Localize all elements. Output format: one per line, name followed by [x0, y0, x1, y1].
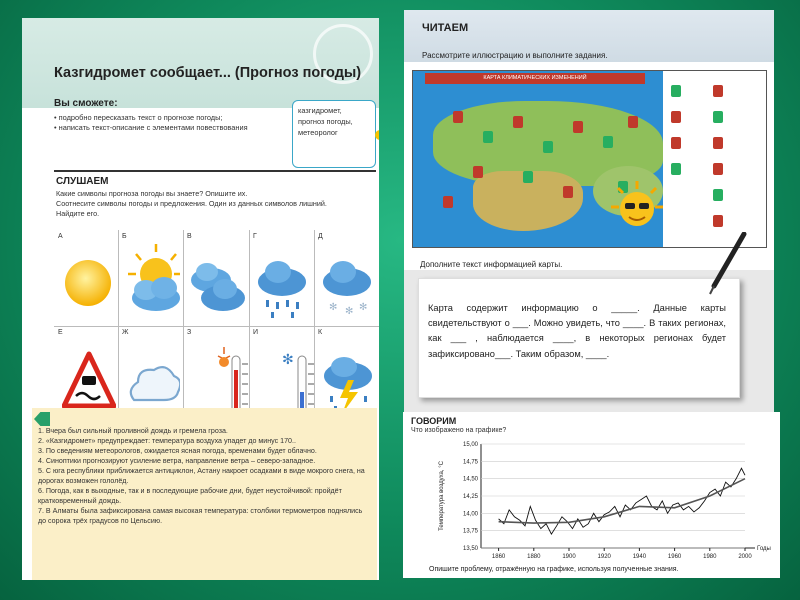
x-tick-label: 1880 — [527, 554, 541, 560]
speaking-task: Опишите проблему, отражённую на графике, используя полученные знания. — [429, 566, 679, 573]
x-tick-label: 1940 — [632, 554, 647, 560]
pen-icon — [704, 232, 748, 296]
symbol-label: З — [187, 329, 192, 336]
lesson-title: Казгидромет сообщает... (Прогноз погоды) — [54, 65, 362, 81]
climate-map — [412, 70, 767, 248]
listen-line: Найдите его. — [56, 209, 100, 218]
goal-item: • подробно пересказать текст о прогнозе погоды; — [54, 113, 223, 122]
svg-text:✻: ✻ — [329, 302, 338, 313]
sun-cloud-icon — [122, 240, 182, 322]
snow-cloud-icon — [317, 254, 377, 322]
x-axis-label: Годы — [757, 546, 771, 552]
y-tick-label: 13,50 — [462, 546, 478, 552]
x-tick-label: 1920 — [597, 554, 611, 560]
fact-line: 7. В Алматы была зафиксирована самая высокая температура: столбики термометров поднялись до сорока трёх градусов по Цельсию. — [38, 507, 363, 525]
listen-line: Какие символы прогноза погоды вы знаете? Опишите их. — [56, 189, 248, 198]
vocab-word: казгидромет, — [298, 106, 342, 115]
x-tick-label: 1860 — [491, 554, 506, 560]
y-tick-label: 15,00 — [462, 442, 478, 448]
sun-sunglasses-icon — [609, 179, 665, 235]
divider — [54, 170, 376, 172]
sun-icon — [62, 243, 116, 321]
y-tick-label: 14,00 — [462, 511, 478, 518]
vocab-word: прогноз погоды, — [298, 117, 353, 126]
x-tick-label: 1900 — [562, 554, 576, 560]
reading-instruction: Рассмотрите иллюстрацию и выполните задания. — [422, 51, 608, 60]
vocab-word: метеоролог — [298, 128, 338, 137]
symbol-label: В — [187, 233, 192, 240]
goal-item: • написать текст-описание с элементами повествования — [54, 123, 248, 132]
svg-text:✻: ✻ — [282, 352, 294, 368]
x-tick-label: 2000 — [738, 554, 752, 560]
fact-line: 3. По сведениям метеорологов, ожидается ясная погода, временами будет облачно. — [38, 447, 317, 455]
fact-line: 2. «Казгидромет» предупреждает: температура воздуха упадет до минус 170.. — [38, 437, 296, 445]
rain-cloud-icon — [252, 254, 312, 322]
listen-line: Соотнесите символы погоды и предложения. Один из данных символов лишний. — [56, 199, 327, 208]
svg-text:✻: ✻ — [359, 302, 368, 313]
x-tick-label: 1980 — [703, 554, 717, 560]
fact-line: 5. С юга республики приближается антициклон, Астану накроет осадками в виде мокрого снега, на дорогах возможен гололёд. — [38, 467, 365, 485]
vocabulary-box — [292, 100, 376, 168]
cloud-outline-icon — [124, 360, 180, 412]
symbol-label: И — [253, 329, 259, 336]
symbol-label: Е — [58, 329, 63, 336]
listen-title: СЛУШАЕМ — [56, 176, 109, 187]
facts-box — [32, 408, 377, 580]
symbol-label: А — [58, 233, 63, 240]
symbol-label: Г — [253, 233, 257, 240]
fact-line: 4. Синоптики прогнозируют усиление ветра, направление ветра – северо-западное. — [38, 457, 316, 465]
task-instruction: Дополните текст информацией карты. — [420, 260, 563, 269]
fact-line: 1. Вчера был сильный проливной дождь и гремела гроза. — [38, 427, 228, 435]
series-line-annual — [499, 468, 745, 534]
goals-title: Вы сможете: — [54, 98, 118, 109]
clouds-icon — [187, 258, 247, 318]
svg-text:✻: ✻ — [345, 306, 354, 317]
symbol-label: Ж — [122, 329, 129, 336]
symbol-label: К — [318, 329, 323, 336]
speaking-question: Что изображено на графике? — [411, 427, 507, 434]
y-axis-label: Температура воздуха, °С — [439, 461, 445, 531]
series-line-trend — [499, 479, 745, 523]
symbol-label: Б — [122, 233, 127, 240]
reading-panel — [404, 10, 774, 412]
y-tick-label: 14,25 — [462, 494, 478, 500]
y-tick-label: 14,50 — [462, 476, 478, 483]
header-banner — [22, 18, 379, 108]
symbol-label: Д — [318, 233, 323, 240]
speaking-title: ГОВОРИМ — [411, 416, 457, 426]
y-tick-label: 14,75 — [462, 459, 478, 466]
y-tick-label: 13,75 — [462, 528, 478, 535]
x-tick-label: 1960 — [667, 554, 682, 560]
reading-title: ЧИТАЕМ — [422, 22, 469, 34]
temperature-chart — [403, 436, 780, 568]
map-title: КАРТА КЛИМАТИЧЕСКИХ ИЗМЕНЕНИЙ — [425, 73, 645, 84]
fill-in-text: Карта содержит информацию о _____. Данные карты свидетельствуют о ___. Можно увидеть, что ____. В таких регионах, как ___ , наблюдается ____, в некоторых регионах будет зафиксировано___. Таким образом, ____. — [428, 303, 726, 359]
speaking-panel — [403, 412, 780, 578]
vocab-marker — [375, 130, 379, 140]
fact-line: 6. Погода, как в выходные, так и в последующие рабочие дни, будет неустойчивой: пройдёт кратковременный дождь. — [38, 487, 342, 505]
